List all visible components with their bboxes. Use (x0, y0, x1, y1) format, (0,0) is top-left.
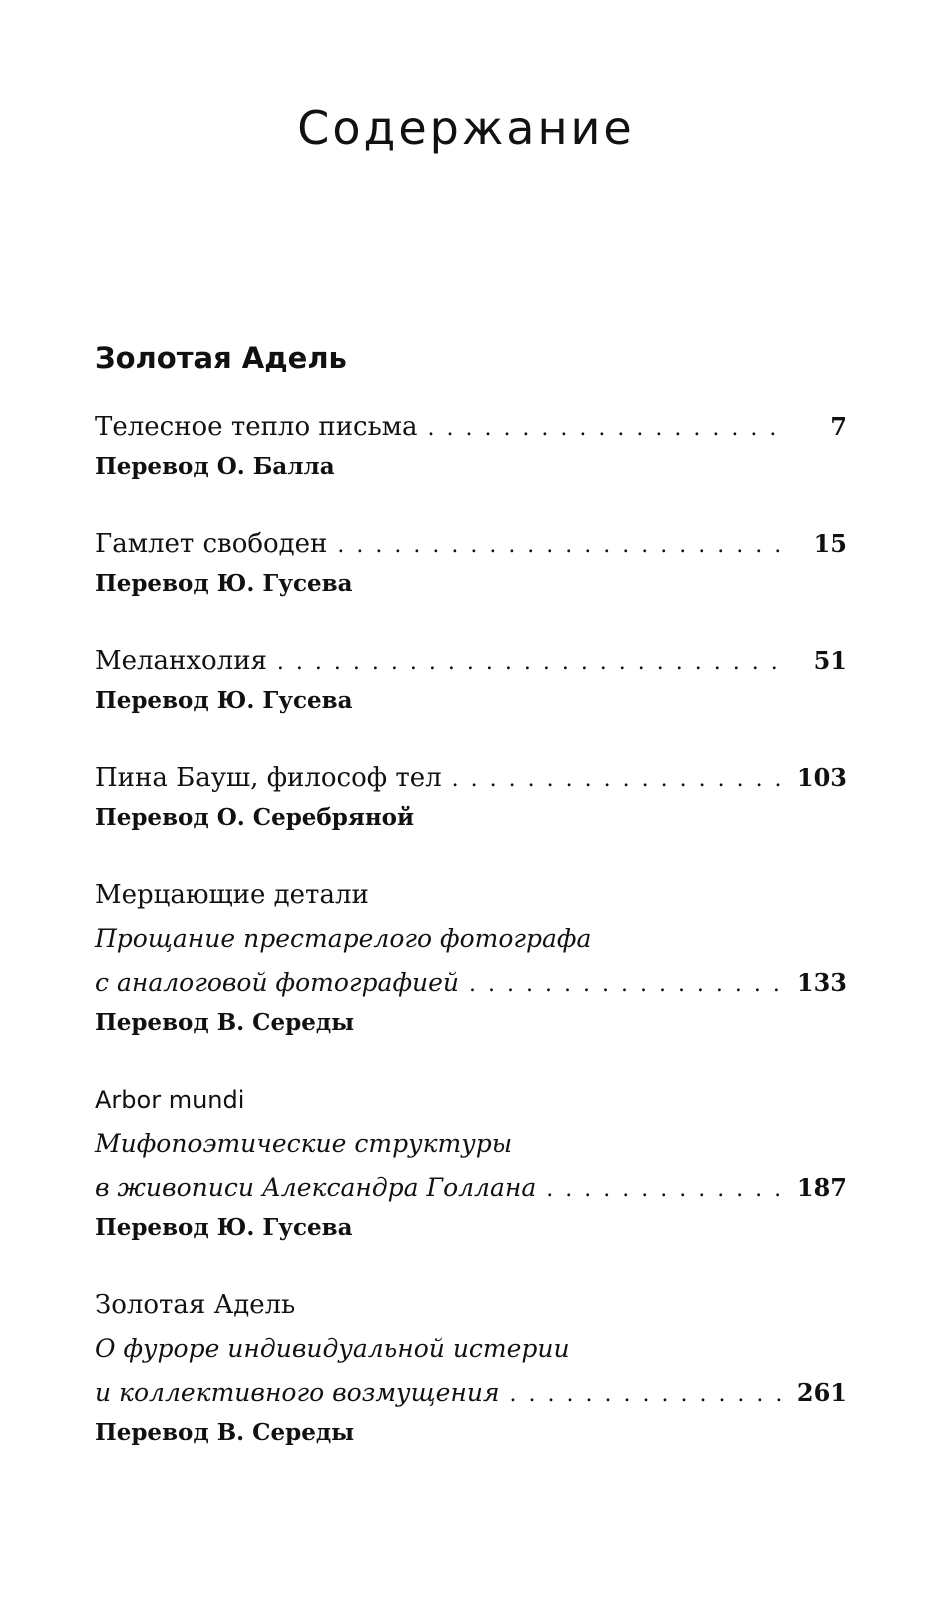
entry-subtitle-line (95, 1122, 847, 1166)
page-number: 7 (830, 412, 847, 441)
entry-title-line (95, 756, 847, 800)
translator-credit: Перевод В. Середы (95, 1009, 355, 1036)
dot-leader (277, 641, 785, 685)
entry-title: Золотая Адель (95, 1290, 296, 1320)
page-title: Содержание (297, 101, 635, 155)
translator-credit: Перевод О. Балла (95, 453, 335, 480)
page-number: 103 (796, 763, 847, 792)
entry-title-line (95, 873, 847, 917)
entry-subtitle: О фуроре индивидуальной истерии (95, 1334, 570, 1363)
entry-title: Arbor mundi (95, 1086, 245, 1114)
entry-title-line (95, 1078, 847, 1122)
table-of-contents (95, 405, 847, 1488)
translator-credit: Перевод В. Середы (95, 1419, 355, 1446)
translator-credit: Перевод Ю. Гусева (95, 687, 353, 714)
entry-title-line (95, 639, 847, 683)
toc-entry (95, 405, 847, 485)
entry-title: Гамлет свободен (95, 529, 328, 559)
entry-subtitle-line (95, 917, 847, 961)
entry-subtitle-line (95, 1166, 847, 1210)
entry-subtitle-line (95, 1371, 847, 1415)
entry-subtitle: и коллективного возмущения (95, 1378, 500, 1407)
translator-credit: Перевод Ю. Гусева (95, 570, 353, 597)
page-number: 187 (796, 1173, 847, 1202)
translator-credit: Перевод О. Серебряной (95, 804, 415, 831)
entry-subtitle-line (95, 961, 847, 1005)
page-number: 261 (796, 1378, 847, 1407)
entry-subtitle: с аналоговой фотографией (95, 968, 460, 997)
section-title: Золотая Адель (95, 341, 347, 375)
dot-leader (427, 407, 785, 451)
dot-leader (469, 963, 783, 1007)
entry-title: Мерцающие детали (95, 880, 369, 910)
toc-entry (95, 756, 847, 836)
translator-credit: Перевод Ю. Гусева (95, 1214, 353, 1241)
toc-entry (95, 1283, 847, 1451)
toc-entry (95, 639, 847, 719)
entry-subtitle: Прощание престарелого фотографа (95, 924, 592, 953)
entry-subtitle: Мифопоэтические структуры (95, 1129, 513, 1158)
entry-title-line (95, 405, 847, 449)
page-number: 51 (813, 646, 847, 675)
toc-entry (95, 1078, 847, 1246)
page-number: 133 (796, 968, 847, 997)
dot-leader (510, 1373, 783, 1417)
entry-subtitle-line (95, 1327, 847, 1371)
entry-title: Меланхолия (95, 646, 267, 676)
entry-subtitle: в живописи Александра Голлана (95, 1173, 537, 1202)
entry-title: Телесное тепло письма (95, 412, 418, 442)
dot-leader (546, 1168, 783, 1212)
toc-entry (95, 873, 847, 1041)
dot-leader (452, 758, 783, 802)
dot-leader (337, 524, 785, 568)
entry-title-line (95, 1283, 847, 1327)
toc-entry (95, 522, 847, 602)
entry-title-line (95, 522, 847, 566)
entry-title: Пина Бауш, философ тел (95, 763, 442, 793)
page-number: 15 (813, 529, 847, 558)
